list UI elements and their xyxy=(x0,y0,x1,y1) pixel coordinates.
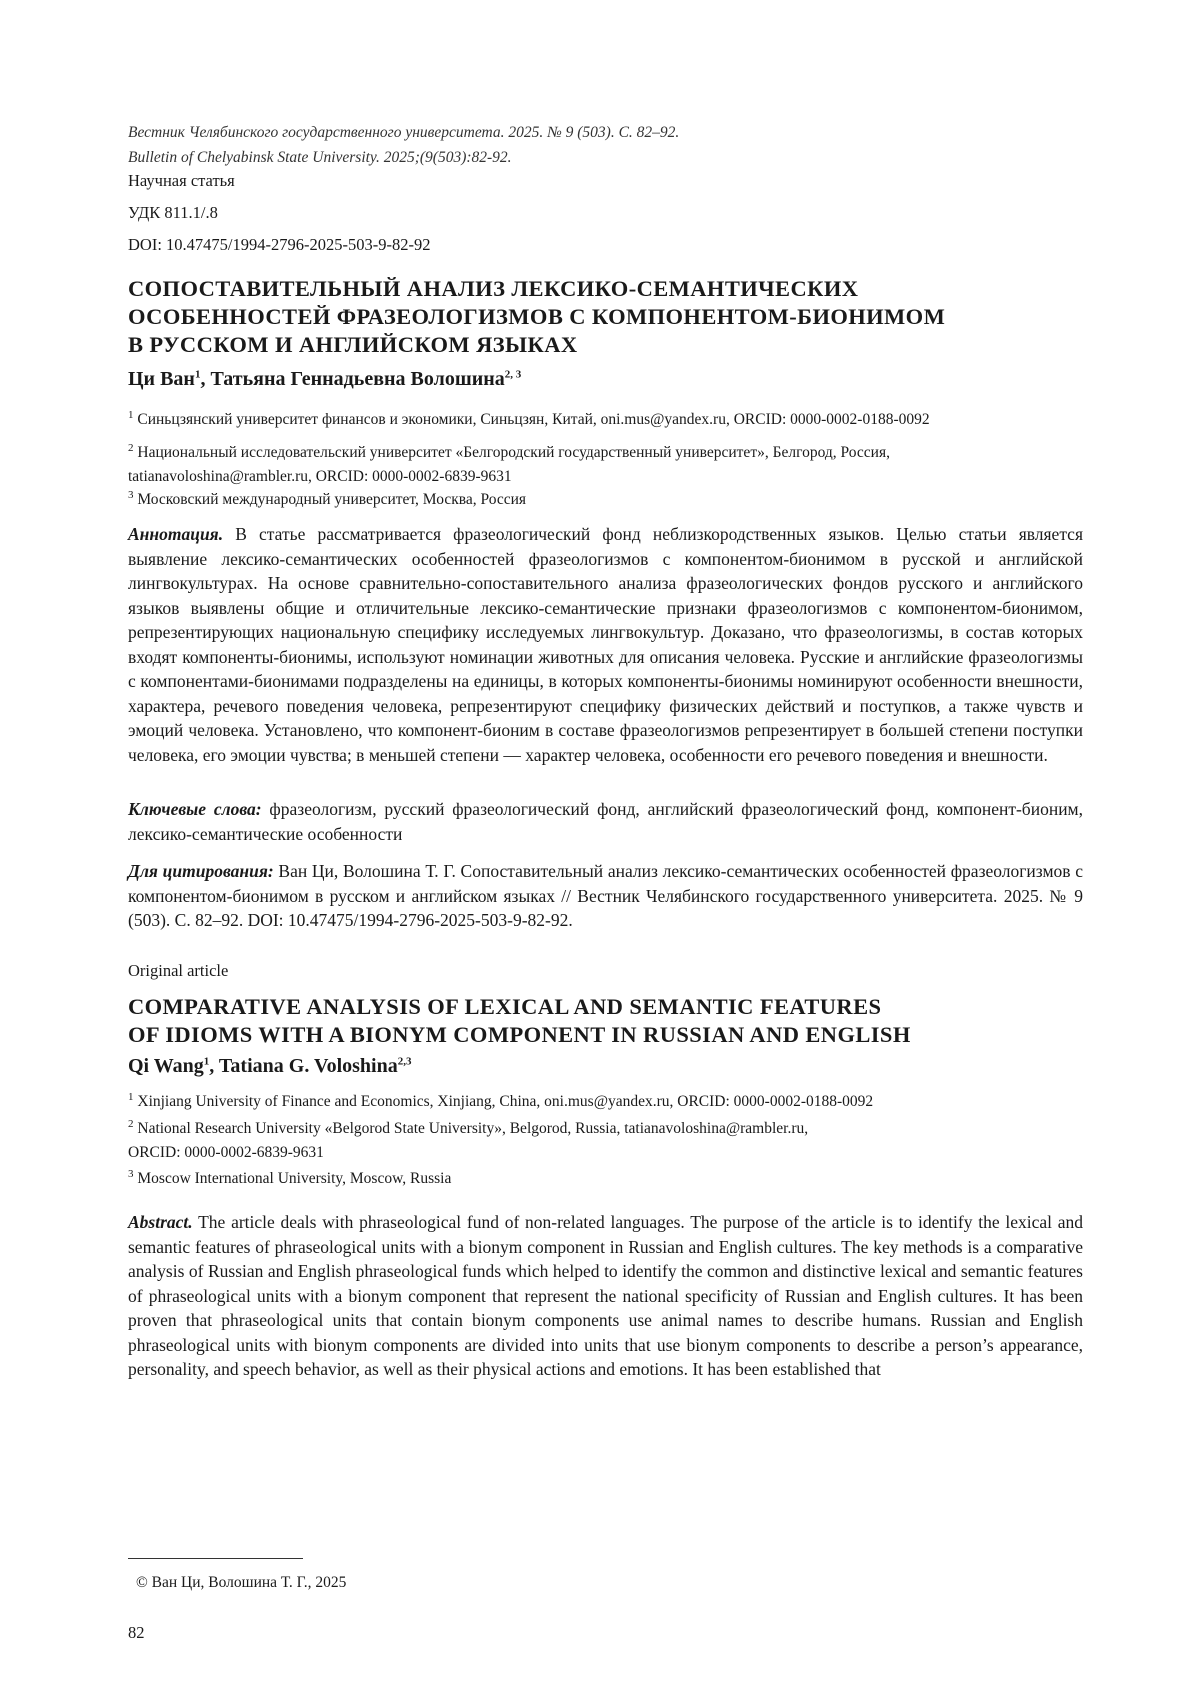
affiliation-mark: 2 xyxy=(128,1117,134,1130)
authors-en xyxy=(128,1053,1083,1079)
author-separator: , xyxy=(200,368,211,390)
affiliation-text: Moscow International University, Moscow, Russia xyxy=(137,1170,452,1187)
citation-ru xyxy=(128,859,1083,933)
affiliation-ru-1 xyxy=(128,408,1083,432)
affiliation-mark: 3 xyxy=(128,488,134,501)
affiliation-mark: 3 xyxy=(128,1167,134,1180)
abstract-en-label: Abstract. xyxy=(128,1212,193,1232)
author-name: Татьяна Геннадьевна Волошина xyxy=(210,368,505,390)
affiliation-mark: 2 xyxy=(128,441,134,454)
abstract-ru xyxy=(128,522,1083,767)
affiliation-en-2 xyxy=(128,1117,1083,1165)
udc-code: УДК 811.1/.8 xyxy=(128,203,218,222)
affiliation-text: Московский международный университет, Москва, Россия xyxy=(137,491,527,508)
article-type-en: Original article xyxy=(128,961,229,980)
author-affiliation-mark: 1 xyxy=(203,1055,210,1068)
title-en-line: COMPARATIVE ANALYSIS OF LEXICAL AND SEMANTIC FEATURES xyxy=(128,994,882,1019)
author-affiliation-mark: 1 xyxy=(194,368,201,381)
journal-reference-ru: Вестник Челябинского государственного университета. 2025. № 9 (503). С. 82–92. xyxy=(128,124,680,141)
affiliation-mark: 1 xyxy=(128,1090,134,1103)
doi[interactable]: DOI: 10.47475/1994-2796-2025-503-9-82-92 xyxy=(128,235,431,254)
journal-reference xyxy=(128,120,1083,170)
author-affiliation-mark: 2, 3 xyxy=(504,368,522,381)
keywords-ru xyxy=(128,797,1083,846)
affiliation-en-3 xyxy=(128,1167,1083,1191)
author-name: Tatiana G. Voloshina xyxy=(218,1055,398,1077)
affiliation-en-1 xyxy=(128,1090,1083,1114)
title-en xyxy=(128,993,1083,1049)
citation-ru-label: Для цитирования: xyxy=(128,861,274,881)
author-name: Qi Wang xyxy=(128,1055,204,1077)
abstract-en xyxy=(128,1210,1083,1382)
page-number: 82 xyxy=(128,1623,145,1642)
citation-ru-text: Ван Ци, Волошина Т. Г. Сопоставительный анализ лексико-семантических особенностей фразеологизмов с компонентом-бионимом в русском и английском языках // Вестник Челябинского государственного университета. 2025. № 9 (503). С. 82–92. DOI: 10.47475/1994-2796-2025-503-9-82-92. xyxy=(128,861,1084,930)
abstract-en-text: The article deals with phraseological fund of non-related languages. The purpose of the article is to identify the lexical and semantic features of phraseological units with a bionym component in Russian and English cultures. The key methods is a comparative analysis of Russian and English phraseological funds which helped to identify the common and distinctive lexical and semantic features of phraseological units with a bionym component that represent the national specificity of Russian and English cultures. It has been proven that phraseological units that contain bionym components use animal names to describe humans. Russian and English phraseological units with bionym components are divided into units that use bionym components to describe a person’s appearance, personality, and speech behavior, as well as their physical actions and emotions. It has been established that xyxy=(128,1212,1083,1379)
author-name: Ци Ван xyxy=(128,368,195,390)
title-ru-line: ОСОБЕННОСТЕЙ ФРАЗЕОЛОГИЗМОВ С КОМПОНЕНТОМ-БИОНИМОМ xyxy=(128,304,946,329)
title-ru-line: СОПОСТАВИТЕЛЬНЫЙ АНАЛИЗ ЛЕКСИКО-СЕМАНТИЧЕСКИХ xyxy=(128,276,859,301)
author-affiliation-mark: 2,3 xyxy=(397,1055,412,1068)
affiliation-text: tatianavoloshina@rambler.ru, ORCID: 0000-0002-6839-9631 xyxy=(128,468,512,485)
affiliation-ru-2 xyxy=(128,441,1083,489)
copyright-notice: © Ван Ци, Волошина Т. Г., 2025 xyxy=(136,1574,347,1591)
title-en-line: OF IDIOMS WITH A BIONYM COMPONENT IN RUSSIAN AND ENGLISH xyxy=(128,1022,911,1047)
affiliation-text: National Research University «Belgorod State University», Belgorod, Russia, tatianavoloshina@rambler.ru, xyxy=(137,1120,809,1137)
journal-reference-en: Bulletin of Chelyabinsk State University. 2025;(9(503):82-92. xyxy=(128,149,512,166)
article-type-ru: Научная статья xyxy=(128,171,235,190)
affiliation-text: ORCID: 0000-0002-6839-9631 xyxy=(128,1144,324,1161)
title-ru xyxy=(128,275,1083,359)
title-ru-line: В РУССКОМ И АНГЛИЙСКОМ ЯЗЫКАХ xyxy=(128,332,578,357)
affiliation-mark: 1 xyxy=(128,408,134,421)
keywords-ru-label: Ключевые слова: xyxy=(128,799,262,819)
affiliation-ru-3 xyxy=(128,488,1083,512)
keywords-ru-text: фразеологизм, русский фразеологический фонд, английский фразеологический фонд, компонент-бионим, лексико-семантические особенности xyxy=(128,799,1084,844)
abstract-ru-label: Аннотация. xyxy=(128,524,224,544)
affiliation-text: Синьцзянский университет финансов и экономики, Синьцзян, Китай, oni.mus@yandex.ru, ORCID: 0000-0002-0188-0092 xyxy=(137,411,930,428)
abstract-ru-text: В статье рассматривается фразеологический фонд неблизкородственных языков. Целью статьи является выявление лексико-семантических особенностей фразеологизмов с компонентом-бионимом в русской и английской лингвокультурах. На основе сравнительно-сопоставительного анализа фразеологических фондов русского и английского языков выявлены общие и отличительные лексико-семантические признаки фразеологизмов с компонентом-бионимом, репрезентирующих национальную специфику исследуемых лингвокультур. Доказано, что фразеологизмы, в состав которых входят компоненты-бионимы, используют номинации животных для описания человека. Русские и английские фразеологизмы с компонентами-бионимами подразделены на единицы, в которых компоненты-бионимы номинируют особенности внешности, характера, речевого поведения человека, репрезентируют специфику физических действий и поступков, а также чувств и эмоций человека. Установлено, что компонент-бионим в составе фразеологизмов репрезентирует в большей степени поступки человека, его эмоции чувства; в меньшей степени — характер человека, особенности его речевого поведения и внешности. xyxy=(128,524,1084,765)
authors-ru xyxy=(128,366,1083,392)
footnote-divider xyxy=(128,1558,303,1559)
affiliation-text: Xinjiang University of Finance and Economics, Xinjiang, China, oni.mus@yandex.ru, ORCID: 0000-0002-0188-0092 xyxy=(137,1093,874,1110)
author-separator: , xyxy=(209,1055,219,1077)
affiliation-text: Национальный исследовательский университет «Белгородский государственный университет», Белгород, Россия, xyxy=(137,444,890,461)
